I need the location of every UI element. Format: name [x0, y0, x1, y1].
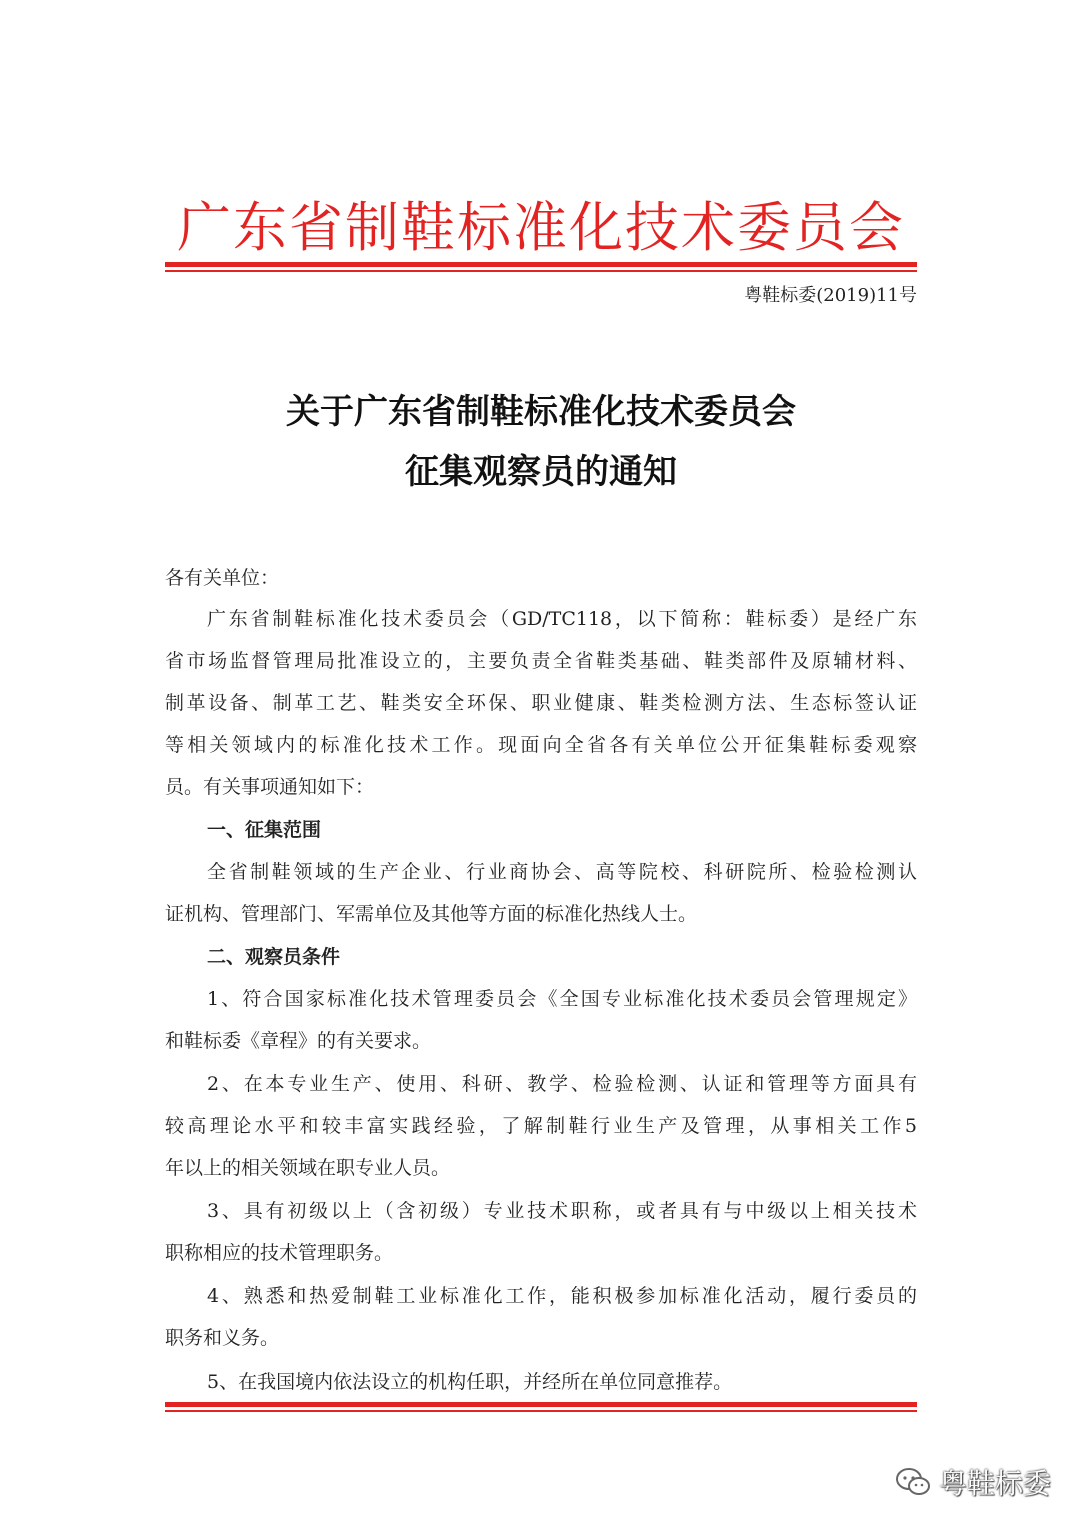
footer-rule-thin [165, 1410, 917, 1412]
condition-item-5-line: 5、在我国境内依法设立的机构任职，并经所在单位同意推荐。 [207, 1371, 733, 1393]
condition-item-1-line: 1、符合国家标准化技术管理委员会《全国专业标准化技术委员会管理规定》 [207, 988, 917, 1010]
condition-item-2-line: 年以上的相关领域在职专业人员。 [165, 1157, 451, 1179]
condition-item-3-line: 职称相应的技术管理职务。 [165, 1242, 394, 1264]
condition-item-4-line: 4、熟悉和热爱制鞋工业标准化工作，能积极参加标准化活动，履行委员的 [207, 1285, 917, 1307]
intro-line: 员。有关事项通知如下： [165, 776, 375, 798]
footer-rule-thick [165, 1402, 917, 1407]
letterhead-rule-thick [165, 262, 917, 267]
condition-item-2-line: 2、在本专业生产、使用、科研、教学、检验检测、认证和管理等方面具有 [207, 1073, 917, 1095]
letterhead-organization: 广东省制鞋标准化技术委员会 [177, 196, 905, 259]
watermark [895, 1462, 1051, 1502]
title-line-2: 征集观察员的通知 [405, 452, 677, 492]
salutation: 各有关单位： [165, 567, 280, 589]
document-number: 粤鞋标委(2019)11号 [744, 285, 917, 306]
letterhead-rule-thin [165, 270, 917, 272]
watermark-text: 粤鞋标委 [939, 1467, 1052, 1500]
section-heading-scope: 一、征集范围 [207, 819, 322, 841]
intro-line: 制革设备、制革工艺、鞋类安全环保、职业健康、鞋类检测方法、生态标签认证 [165, 692, 917, 714]
section-heading-conditions: 二、观察员条件 [207, 946, 341, 968]
title-line-1: 关于广东省制鞋标准化技术委员会 [286, 392, 796, 432]
condition-item-3-line: 3、具有初级以上（含初级）专业技术职称，或者具有与中级以上相关技术 [207, 1200, 917, 1222]
intro-line: 等相关领域内的标准化技术工作。现面向全省各有关单位公开征集鞋标委观察 [165, 734, 917, 756]
intro-line: 广东省制鞋标准化技术委员会（GD/TC118，以下简称：鞋标委）是经广东 [207, 608, 917, 630]
condition-item-1-line: 和鞋标委《章程》的有关要求。 [165, 1030, 432, 1052]
section-scope-line: 全省制鞋领域的生产企业、行业商协会、高等院校、科研院所、检验检测认 [207, 861, 917, 883]
wechat-icon [895, 1467, 931, 1497]
intro-line: 省市场监督管理局批准设立的，主要负责全省鞋类基础、鞋类部件及原辅材料、 [165, 650, 917, 672]
section-scope-line: 证机构、管理部门、军需单位及其他等方面的标准化热线人士。 [165, 903, 698, 925]
condition-item-4-line: 职务和义务。 [165, 1327, 280, 1349]
condition-item-2-line: 较高理论水平和较丰富实践经验，了解制鞋行业生产及管理，从事相关工作5 [165, 1115, 917, 1137]
